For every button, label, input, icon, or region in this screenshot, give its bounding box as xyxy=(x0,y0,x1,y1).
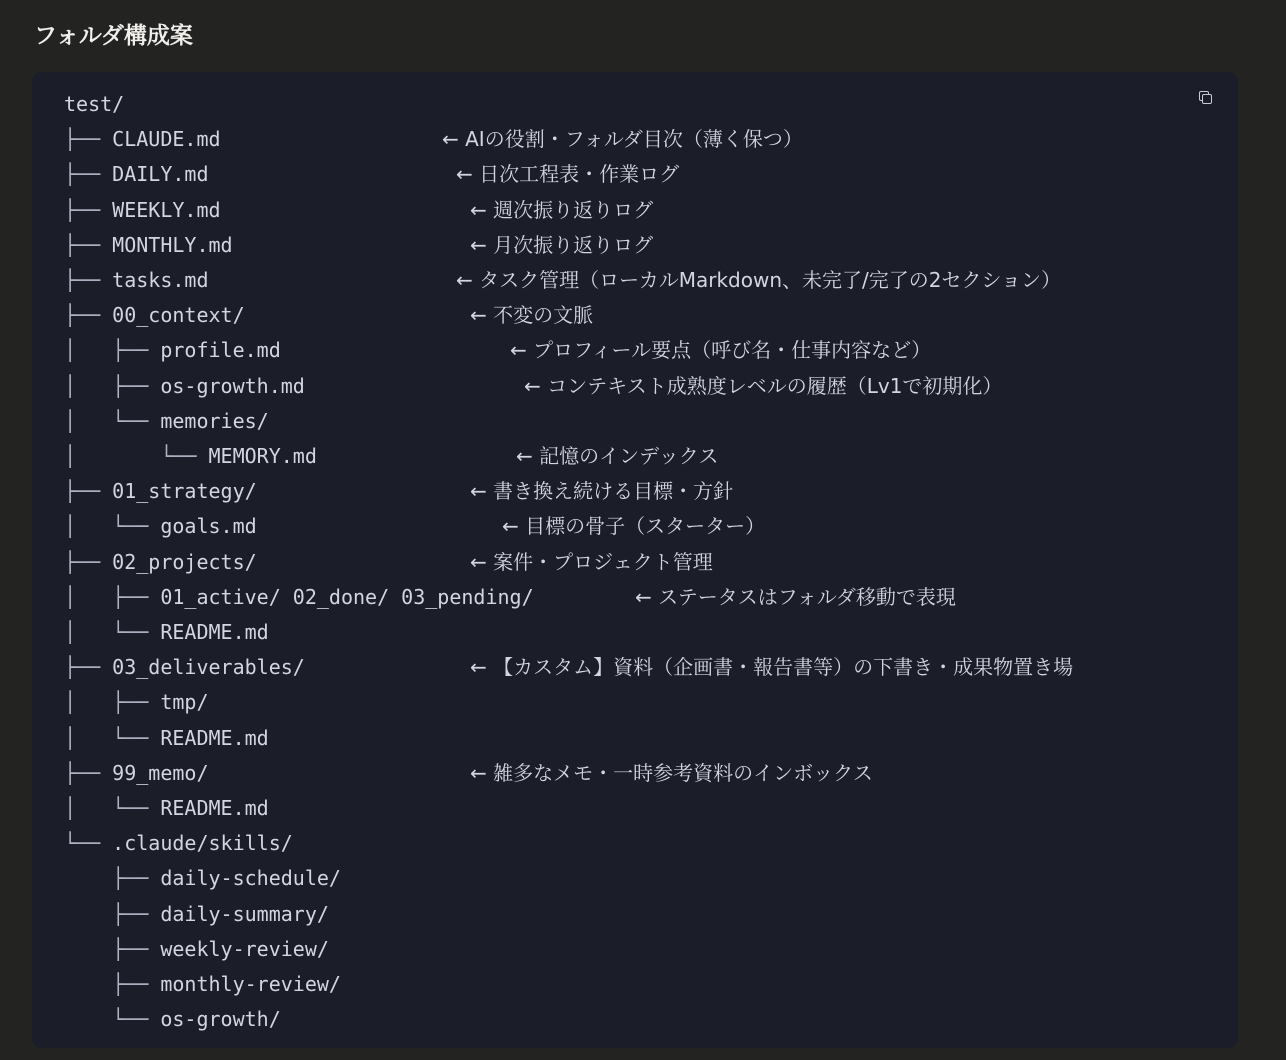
tree-row xyxy=(64,229,233,261)
tree-row xyxy=(64,827,293,859)
tree-guide: │ xyxy=(64,338,113,363)
tree-guide: │ xyxy=(64,584,113,609)
tree-row xyxy=(64,722,269,754)
tree-branch: └── xyxy=(112,514,161,539)
tree-entry-name: 02_projects/ xyxy=(112,549,257,574)
tree-entry-comment: ← AIの役割・フォルダ目次（薄く保つ） xyxy=(442,127,803,152)
tree-guide xyxy=(64,1007,112,1031)
tree-row xyxy=(64,616,269,648)
tree-row xyxy=(64,475,257,507)
tree-row xyxy=(64,370,305,402)
tree-guide: │ xyxy=(64,690,113,715)
tree-entry-name: 01_active/ 02_done/ 03_pending/ xyxy=(160,584,534,609)
tree-row xyxy=(64,686,209,718)
tree-branch: └── xyxy=(112,1007,161,1032)
tree-branch: ├── xyxy=(112,338,161,363)
tree-branch: ├── xyxy=(112,690,161,715)
tree-row xyxy=(64,581,534,613)
tree-branch: ├── xyxy=(64,127,113,152)
tree-guide: │ xyxy=(64,373,113,398)
tree-entry-name: weekly-review/ xyxy=(160,936,329,961)
tree-entry-name: 01_strategy/ xyxy=(112,479,257,504)
tree-branch: └── xyxy=(112,725,161,750)
tree-guide: │ xyxy=(64,796,113,820)
tree-entry-comment: ← コンテキスト成熟度レベルの履歴（Lv1で初期化） xyxy=(524,373,1003,398)
tree-guide: │ xyxy=(64,620,113,644)
tree-entry-comment: ← 記憶のインデックス xyxy=(516,444,719,468)
tree-row xyxy=(64,757,209,789)
tree-entry-name: 99_memo/ xyxy=(112,760,209,785)
tree-row xyxy=(64,299,245,331)
tree-entry-name: DAILY.md xyxy=(112,162,209,187)
tree-guide: │ xyxy=(64,514,113,539)
tree-branch: ├── xyxy=(112,901,161,926)
tree-entry-comment: ← 書き換え続ける目標・方針 xyxy=(470,479,734,504)
tree-entry-name: 03_deliverables/ xyxy=(112,655,305,680)
tree-entry-comment: ← 月次振り返りログ xyxy=(470,232,654,257)
section-heading: フォルダ構成案 xyxy=(34,23,193,49)
tree-entry-name: daily-summary/ xyxy=(160,901,329,926)
tree-branch: ├── xyxy=(112,373,161,398)
tree-entry-name: tasks.md xyxy=(112,268,209,292)
tree-entry-name: MONTHLY.md xyxy=(112,232,233,257)
tree-branch: ├── xyxy=(64,549,113,574)
tree-entry-name: README.md xyxy=(160,620,269,644)
tree-entry-comment: ← 【カスタム】資料（企画書・報告書等）の下書き・成果物置き場 xyxy=(470,655,1074,680)
tree-row xyxy=(64,546,257,578)
tree-row xyxy=(64,264,209,296)
tree-branch: ├── xyxy=(64,268,113,292)
tree-branch: ├── xyxy=(64,760,113,785)
tree-branch: ├── xyxy=(64,479,113,504)
tree-entry-name: .claude/skills/ xyxy=(112,831,293,856)
tree-entry-name: WEEKLY.md xyxy=(112,197,221,222)
tree-guide xyxy=(64,937,112,961)
tree-row xyxy=(64,158,209,190)
tree-row xyxy=(64,898,329,930)
folder-tree xyxy=(32,72,1238,1048)
tree-guide: │ xyxy=(64,408,113,433)
tree-row xyxy=(64,123,221,155)
tree-entry-comment: ← 目標の骨子（スターター） xyxy=(502,514,766,539)
tree-guide: │ xyxy=(64,725,113,750)
code-block xyxy=(32,72,1238,1048)
tree-entry-comment: ← ステータスはフォルダ移動で表現 xyxy=(635,584,956,609)
tree-branch: └── xyxy=(112,408,161,433)
tree-entry-name: test/ xyxy=(64,92,125,116)
tree-row xyxy=(64,651,305,683)
tree-branch: ├── xyxy=(112,584,161,609)
tree-entry-name: daily-schedule/ xyxy=(160,866,341,891)
tree-branch: ├── xyxy=(64,303,113,328)
tree-row xyxy=(64,510,257,542)
tree-entry-name: profile.md xyxy=(160,338,281,363)
tree-row xyxy=(64,405,269,437)
tree-entry-comment: ← 雑多なメモ・一時参考資料のインボックス xyxy=(470,760,873,785)
tree-row xyxy=(64,194,221,226)
tree-row xyxy=(64,792,269,824)
tree-entry-comment: ← 案件・プロジェクト管理 xyxy=(470,549,713,574)
tree-guide xyxy=(64,972,112,996)
tree-branch: ├── xyxy=(112,972,161,996)
tree-guide xyxy=(64,902,112,926)
tree-guide xyxy=(64,866,112,890)
tree-row xyxy=(64,334,281,366)
tree-row xyxy=(64,933,329,965)
tree-branch: └── xyxy=(64,831,113,856)
tree-row xyxy=(64,862,341,894)
tree-entry-name: MEMORY.md xyxy=(208,444,317,468)
tree-entry-name: goals.md xyxy=(160,514,257,539)
tree-branch: ├── xyxy=(64,655,113,680)
tree-entry-name: os-growth.md xyxy=(160,373,305,398)
tree-entry-comment: ← 日次工程表・作業ログ xyxy=(456,162,680,187)
tree-entry-name: CLAUDE.md xyxy=(112,127,221,152)
tree-guide: │ xyxy=(64,444,161,468)
tree-row xyxy=(64,1003,281,1035)
tree-row xyxy=(64,88,124,120)
tree-branch: ├── xyxy=(112,936,161,961)
tree-entry-name: README.md xyxy=(160,725,269,750)
tree-entry-name: monthly-review/ xyxy=(160,972,341,996)
tree-entry-name: memories/ xyxy=(160,408,269,433)
tree-row xyxy=(64,440,317,472)
tree-branch: ├── xyxy=(112,866,161,891)
tree-entry-name: os-growth/ xyxy=(160,1007,281,1032)
tree-entry-name: README.md xyxy=(160,796,269,820)
tree-branch: ├── xyxy=(64,162,113,187)
tree-entry-comment: ← 不変の文脈 xyxy=(470,303,594,328)
tree-entry-comment: ← 週次振り返りログ xyxy=(470,197,654,222)
tree-branch: └── xyxy=(160,444,209,468)
tree-entry-name: 00_context/ xyxy=(112,303,245,328)
tree-entry-comment: ← タスク管理（ローカルMarkdown、未完了/完了の2セクション） xyxy=(456,268,1062,292)
tree-branch: └── xyxy=(112,620,161,644)
tree-entry-comment: ← プロフィール要点（呼び名・仕事内容など） xyxy=(510,338,932,363)
tree-branch: ├── xyxy=(64,232,113,257)
tree-entry-name: tmp/ xyxy=(160,690,209,715)
tree-row xyxy=(64,968,341,1000)
tree-branch: ├── xyxy=(64,197,113,222)
tree-branch: └── xyxy=(112,796,161,820)
